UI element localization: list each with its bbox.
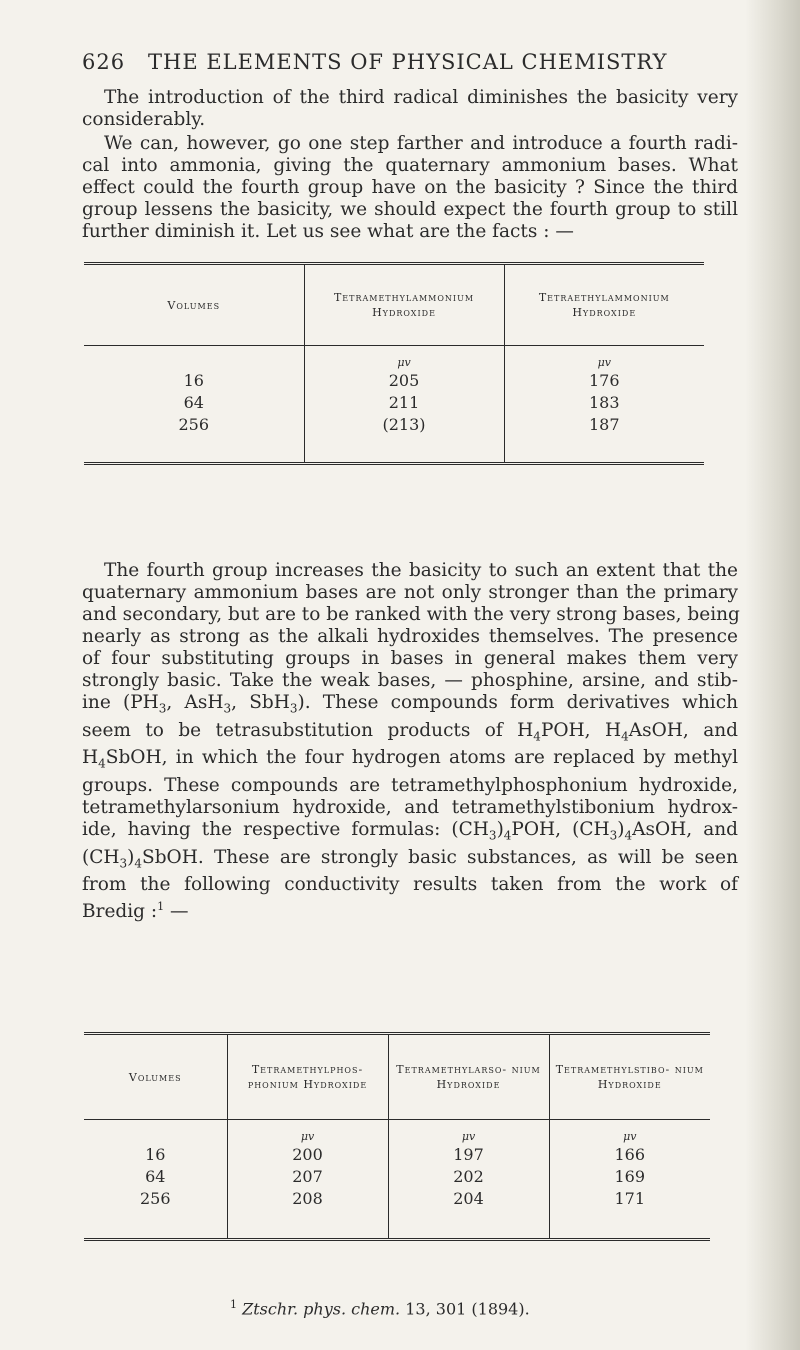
table-cell-arsonium: μv 197 202 204 bbox=[388, 1120, 549, 1240]
mu-v-unit: μv bbox=[300, 1130, 315, 1143]
column-header-phosphonium: Tetramethylphos- phonium Hydroxide bbox=[227, 1034, 388, 1120]
table-cell-phosphonium: μv 200 207 208 bbox=[227, 1120, 388, 1240]
table-cell-volumes: 16 64 256 bbox=[178, 371, 210, 434]
column-header-arsonium: Tetramethylarso- nium Hydroxide bbox=[388, 1034, 549, 1120]
table-cell-tetramethylammonium: μv 205 211 (213) bbox=[304, 346, 504, 464]
paragraph-1: The introduction of the third radical diminishes the basicity very considerably. bbox=[82, 87, 738, 130]
mu-v-unit: μv bbox=[461, 1130, 476, 1143]
page-number: 626 bbox=[82, 50, 126, 74]
column-header-volumes: Volumes bbox=[84, 1034, 227, 1120]
table-ammonium-hydroxides bbox=[84, 262, 704, 465]
mu-v-unit: μv bbox=[597, 356, 611, 369]
paragraph-3: The fourth group increases the basicity to such an extent that the quaternary ammonium bases are not only stronger than the primary and secondary, but are to be ranked with the very strong bases, being nearly as strong as the alkali hydroxides themselves. The presence of four substituting groups in bases in general makes them very strongly basic. Take the weak bases, — phosphine, arsine, and stib- ine ($PH_3$, AsH$_3$, SbH$_3$). These compounds form derivatives which seem to be tetrasubstitution products of $H_4POH$, $H_4AsOH$, and $H_4SbOH$, in which the four hydrogen atoms are replaced by methyl groups. These compounds are tetramethylphosphonium hydroxide, tetramethylarsonium hydroxide, and tetramethylstibonium hydrox- ide, having the respective formulas: $(CH_3)_4POH$, $(CH_3)_4AsOH$, and $(CH_3)_4SbOH$. These are strongly basic substances, as will be seen from the following conductivity results taken from the work of Bredig :$^1$ — bbox=[82, 560, 740, 923]
footnote-journal: Ztschr. phys. chem. bbox=[242, 1299, 401, 1319]
table-phosphonium-arsonium-stibonium bbox=[84, 1032, 710, 1241]
page-edge-shadow bbox=[745, 0, 800, 1350]
footnote-reference: 13, 301 (1894). bbox=[405, 1299, 530, 1319]
running-title: THE ELEMENTS OF PHYSICAL CHEMISTRY bbox=[148, 50, 668, 74]
table-cell-tetraethylammonium: μv 176 183 187 bbox=[504, 346, 704, 464]
paragraph-2: We can, however, go one step farther and introduce a fourth radi- cal into ammonia, giving the quaternary ammonium bases. What effect could the fourth group have on the basicity ? Since the third group lessens the basicity, we should expect the fourth group to still further diminish it. Let us see what are the facts : — bbox=[82, 133, 738, 242]
column-header-stibonium: Tetramethylstibo- nium Hydroxide bbox=[549, 1034, 710, 1120]
page-header bbox=[82, 50, 722, 80]
column-header-tetraethylammonium: Tetraethylammonium Hydroxide bbox=[504, 264, 704, 346]
mu-v-unit: μv bbox=[623, 1130, 637, 1143]
mu-v-unit: μv bbox=[397, 356, 411, 369]
table-cell-volumes: 16 64 256 bbox=[139, 1145, 171, 1208]
table-cell-stibonium: μv 166 169 171 bbox=[549, 1120, 710, 1240]
column-header-volumes: Volumes bbox=[84, 264, 304, 346]
footnote bbox=[230, 1298, 530, 1318]
footnote-mark: 1 bbox=[230, 1298, 237, 1311]
column-header-tetramethylammonium: Tetramethylammonium Hydroxide bbox=[304, 264, 504, 346]
